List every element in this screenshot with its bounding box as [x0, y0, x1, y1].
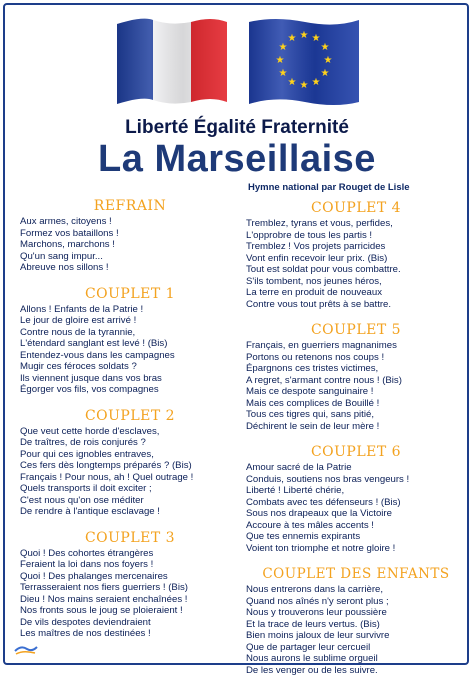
verse-line: Épargnons ces tristes victimes,: [246, 363, 379, 374]
section-heading-couplet-5: COUPLET 5: [310, 322, 402, 338]
verse-line: Quels transports il doit exciter ;: [20, 483, 152, 494]
verse-line: Allons ! Enfants de la Patrie !: [20, 303, 144, 315]
section-heading-couplet-6: COUPLET 6: [310, 444, 402, 460]
verse-line: Mais ces complices de Bouillé !: [246, 397, 380, 409]
svg-text:★: ★: [299, 30, 309, 41]
svg-text:★: ★: [311, 33, 321, 44]
section-heading-couplet-3: COUPLET 3: [84, 529, 176, 546]
verse-line: Quoi ! Des cohortes étrangères: [20, 547, 154, 559]
verse-line: Combats avec tes défenseurs ! (Bis): [246, 496, 401, 508]
verse-line: La terre en produit de nouveaux: [246, 287, 383, 298]
svg-text:★: ★: [287, 33, 297, 44]
verse-line: Entendez-vous dans les campagnes: [20, 349, 175, 361]
verse-line: Qu'un sang impur...: [20, 250, 103, 262]
verse-line: Et la trace de leurs vertus. (Bis): [246, 618, 380, 630]
verse-line: Français, en guerriers magnanimes: [246, 340, 397, 351]
verse-line: Que de partager leur cercueil: [246, 641, 371, 653]
verse-line: Dieu ! Nos mains seraient enchaînées !: [20, 593, 188, 605]
svg-text:★: ★: [323, 55, 333, 66]
verse-line: C'est nous qu'on ose méditer: [20, 494, 144, 506]
verse-line: Mais ce despote sanguinaire !: [246, 386, 374, 397]
verse-line: Contre vous tout prêts à se battre.: [246, 298, 392, 310]
verse-line: S'ils tombent, nos jeunes héros,: [246, 275, 382, 287]
verse-line: Vont enfin recevoir leur prix. (Bis): [246, 252, 388, 264]
verse-line: Égorger vos fils, vos compagnes: [20, 384, 159, 395]
verse-line: Accoure à tes mâles accents !: [246, 519, 374, 531]
verse-line: Amour sacré de la Patrie: [246, 462, 352, 473]
left-column: [20, 198, 240, 652]
svg-text:★: ★: [320, 42, 330, 53]
svg-text:★: ★: [287, 77, 297, 88]
verse-line: Tremblez, tyrans et vous, perfides,: [246, 218, 393, 229]
verse-couplet-2: [20, 426, 240, 518]
verse-line: Contre nous de la tyrannie,: [20, 326, 136, 338]
section-heading-couplet-1: COUPLET 1: [84, 285, 176, 302]
page-title: La Marseillaise: [98, 138, 376, 180]
section-heading-refrain: REFRAIN: [93, 198, 167, 214]
verse-line: Français ! Pour nous, ah ! Quel outrage !: [20, 471, 194, 483]
verse-refrain: [20, 216, 240, 274]
svg-text:★: ★: [278, 42, 288, 53]
verse-couplet-4: [246, 218, 466, 310]
verse-line: De les venger ou de les suivre.: [246, 664, 378, 676]
verse-line: Mugir ces féroces soldats ?: [20, 361, 137, 372]
france-flag-icon: [113, 14, 231, 110]
verse-couplet-5: [246, 340, 466, 432]
verse-couplet-des-enfants: [246, 584, 466, 676]
verse-line: Nous aurons le sublime orgueil: [246, 653, 378, 664]
verse-line: De vils despotes deviendraient: [20, 616, 151, 628]
right-column: [246, 200, 466, 688]
eu-flag-icon: [245, 14, 363, 110]
svg-text:★: ★: [320, 68, 330, 79]
verse-couplet-3: [20, 548, 240, 640]
section-heading-couplet-des-enfants: COUPLET DES ENFANTS: [262, 566, 450, 582]
verse-line: Ces fers dès longtemps préparés ? (Bis): [20, 460, 192, 471]
verse-line: Conduis, soutiens nos bras vengeurs !: [246, 473, 410, 485]
verse-line: Formez vos bataillons !: [20, 227, 119, 239]
verse-line: Quand nos aînés n'y seront plus ;: [246, 595, 389, 607]
verse-line: Voient ton triomphe et notre gloire !: [246, 542, 396, 554]
verse-line: Sous nos drapeaux que la Victoire: [246, 508, 392, 519]
verse-line: Nous y trouverons leur poussière: [246, 607, 387, 618]
verse-line: Que veut cette horde d'esclaves,: [20, 425, 160, 437]
verse-line: A regret, s'armant contre nous ! (Bis): [246, 374, 402, 386]
verse-line: Portons ou retenons nos coups !: [246, 351, 385, 363]
publisher-logo-icon: [13, 642, 39, 656]
verse-line: De rendre à l'antique esclavage !: [20, 506, 160, 517]
motto: Liberté Égalité Fraternité: [125, 117, 349, 138]
verse-line: Marchons, marchons !: [20, 239, 115, 250]
verse-line: Feraient la loi dans nos foyers !: [20, 559, 154, 570]
svg-text:★: ★: [299, 80, 309, 91]
verse-line: Quoi ! Des phalanges mercenaires: [20, 570, 168, 582]
verse-line: Que tes ennemis expirants: [246, 531, 361, 542]
svg-text:★: ★: [311, 77, 321, 88]
subtitle: Hymne national par Rouget de Lisle: [248, 182, 410, 193]
verse-line: Nos fronts sous le joug se ploieraient !: [20, 605, 183, 616]
verse-line: Liberté ! Liberté chérie,: [246, 485, 345, 496]
verse-line: Les maîtres de nos destinées !: [20, 628, 151, 639]
svg-text:★: ★: [275, 55, 285, 66]
verse-line: Terrasseraient nos fiers guerriers ! (Bis): [20, 582, 188, 593]
verse-line: L'étendard sanglant est levé ! (Bis): [20, 338, 168, 349]
verse-line: Ils viennent jusque dans vos bras: [20, 372, 162, 384]
verse-line: Le jour de gloire est arrivé !: [20, 315, 137, 326]
verse-line: Aux armes, citoyens !: [20, 216, 112, 227]
verse-line: Tremblez ! Vos projets parricides: [246, 241, 386, 252]
verse-line: Pour qui ces ignobles entraves,: [20, 448, 154, 460]
verse-line: Tous ces tigres qui, sans pitié,: [246, 409, 374, 420]
verse-couplet-6: [246, 462, 466, 554]
verse-couplet-1: [20, 304, 240, 396]
verse-line: L'opprobre de tous les partis !: [246, 229, 373, 241]
verse-line: Déchirent le sein de leur mère !: [246, 420, 380, 432]
verse-line: Abreuve nos sillons !: [20, 262, 109, 273]
verse-line: Nous entrerons dans la carrière,: [246, 584, 384, 595]
section-heading-couplet-4: COUPLET 4: [310, 200, 402, 216]
svg-text:★: ★: [278, 68, 288, 79]
verse-line: Bien moins jaloux de leur survivre: [246, 630, 390, 641]
verse-line: Tout est soldat pour vous combattre.: [246, 264, 401, 275]
verse-line: De traîtres, de rois conjurés ?: [20, 437, 146, 448]
section-heading-couplet-2: COUPLET 2: [84, 407, 176, 424]
